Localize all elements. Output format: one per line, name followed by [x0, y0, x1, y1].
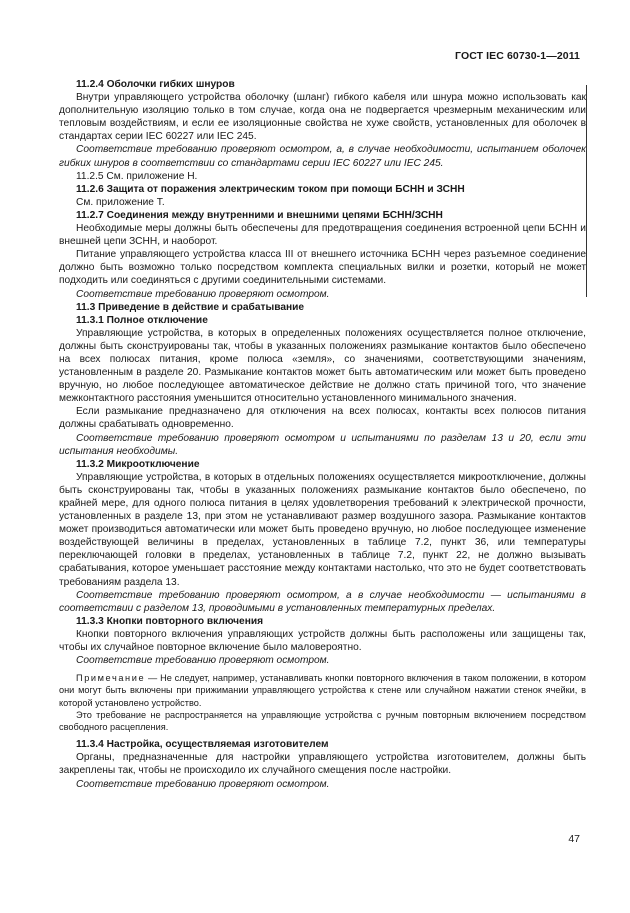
section-heading: 11.3 Приведение в действие и срабатывание — [76, 301, 305, 313]
document-header: ГОСТ IEC 60730-1—2011 — [455, 50, 580, 62]
section-block-main — [59, 78, 586, 667]
section-heading: 11.3.3 Кнопки повторного включения — [76, 615, 264, 627]
section-heading: 11.2.7 Соединения между внутренними и внешними цепями БСНН/ЗСНН — [76, 209, 443, 221]
section-heading: 11.3.2 Микроотключение — [76, 458, 200, 470]
note-extra: Это требование не распространяется на управляющие устройства с ручным повторным включением посредством свободного расцепления. — [59, 709, 586, 733]
body-paragraph: Необходимые меры должны быть обеспечены для предотвращения соединения встроенной цепи БСНН и внешней цепи ЗСНН, и наоборот. — [59, 223, 586, 248]
body-paragraph: Органы, предназначенные для настройки управляющего устройства изготовителем, должны быть закреплены так, чтобы не происходило их случайного смещения после настройки. — [59, 752, 586, 777]
document-body — [59, 78, 586, 791]
section-heading: 11.3.1 Полное отключение — [76, 314, 208, 326]
body-paragraph: Управляющие устройства, в которых в отдельных положениях осуществляется микроотключение, должны быть сконструированы так, чтобы в указанных положениях размыкание контактов было обеспечено, по крайней мере, для одного полюса питания в целях удовлетворения требований к электрической прочности, установленных в разделе 13, при этом не устанавливают размер воздушного зазора. Размыкание контактов может производиться автоматически или может быть проведено вручную, но любое последующее изменение воздействующей величины в пределах, установленных в таблице 7.2, пункт 36, или температуры переключающей головки в пределах, установленных в таблице 7.2, пункт 22, не должно вызывать срабатывания, которое уменьшает расстояние между контактами настолько, что это не будет соответствовать требованиям раздела 13. — [59, 471, 586, 588]
compliance-statement: Соответствие требованию проверяют осмотром. — [76, 778, 330, 790]
change-bar — [586, 85, 587, 297]
note-label: Примечание — [76, 673, 146, 684]
section-heading: 11.2.6 Защита от поражения электрическим током при помощи БСНН и ЗСНН — [76, 183, 465, 195]
body-paragraph: Если размыкание предназначено для отключения на всех полюсах, контакты всех полюсов питания должны срабатывать одновременно. — [59, 406, 586, 431]
body-paragraph: Кнопки повторного включения управляющих устройств должны быть расположены или защищены так, чтобы их случайное повторное включение было маловероятно. — [59, 628, 586, 654]
compliance-statement: Соответствие требованию проверяют осмотром. — [76, 655, 330, 667]
body-paragraph: Питание управляющего устройства класса III от внешнего источника БСНН через разъемное соединение должно быть возможно только посредством комплекта специальных вилки и розетки, который не может подходить или соединяться с другими соединительными системами. — [59, 249, 586, 287]
section-heading: 11.3.4 Настройка, осуществляемая изготовителем — [76, 739, 329, 751]
compliance-statement: Соответствие требованию проверяют осмотром, а, в случае необходимости, испытанием оболочек гибких шнуров в соответствии со стандартами серии IEC 60227 или IEC 245. — [59, 144, 586, 169]
note-paragraph — [59, 672, 586, 709]
body-paragraph: Управляющие устройства, в которых в определенных положениях осуществляется полное отключение, должны быть сконструированы так, чтобы в указанных положениях размыкание контактов было обеспечено на всех полюсах питания, кроме полюса «земля», со значениями, соответствующими значениям, установленным в разделе 20. Размыкание контактов может быть автоматическим или может быть проведено вручную, но любое последующее автоматическое действие не должно стать причиной того, что значение межконтактного расстояния уменьшится относительно установленного минимального значения. — [59, 327, 586, 405]
note-block — [59, 672, 586, 733]
note-text: — Не следует, например, устанавливать кнопки повторного включения в таком положении, в котором они могут быть включены при прижимании управляющего устройства к стене или случайном нажатии стенок ячейки, в которой установлено устройство. — [59, 673, 586, 708]
compliance-statement: Соответствие требованию проверяют осмотром и испытаниями по разделам 13 и 20, если эти испытания необходимы. — [59, 432, 586, 457]
compliance-statement: Соответствие требованию проверяют осмотром. — [76, 288, 330, 300]
body-paragraph: 11.2.5 См. приложение Н. — [76, 170, 198, 182]
body-paragraph: Внутри управляющего устройства оболочку (шланг) гибкого кабеля или шнура можно использовать как дополнительную изоляцию только в том случае, когда она не подвергается чрезмерным механическим или тепловым воздействиям, и если ее изоляционные свойства не хуже свойств, установленных для оболочек в стандартах серии IEC 60227 или IEC 245. — [59, 92, 586, 143]
section-block-tail — [59, 738, 586, 790]
body-paragraph: См. приложение Т. — [76, 196, 165, 208]
section-heading: 11.2.4 Оболочки гибких шнуров — [76, 79, 235, 90]
compliance-statement: Соответствие требованию проверяют осмотром, а в случае необходимости — испытаниями в соответствии с разделом 13, проводимыми в установленных температурных пределах. — [59, 589, 586, 614]
page-number: 47 — [568, 833, 580, 845]
